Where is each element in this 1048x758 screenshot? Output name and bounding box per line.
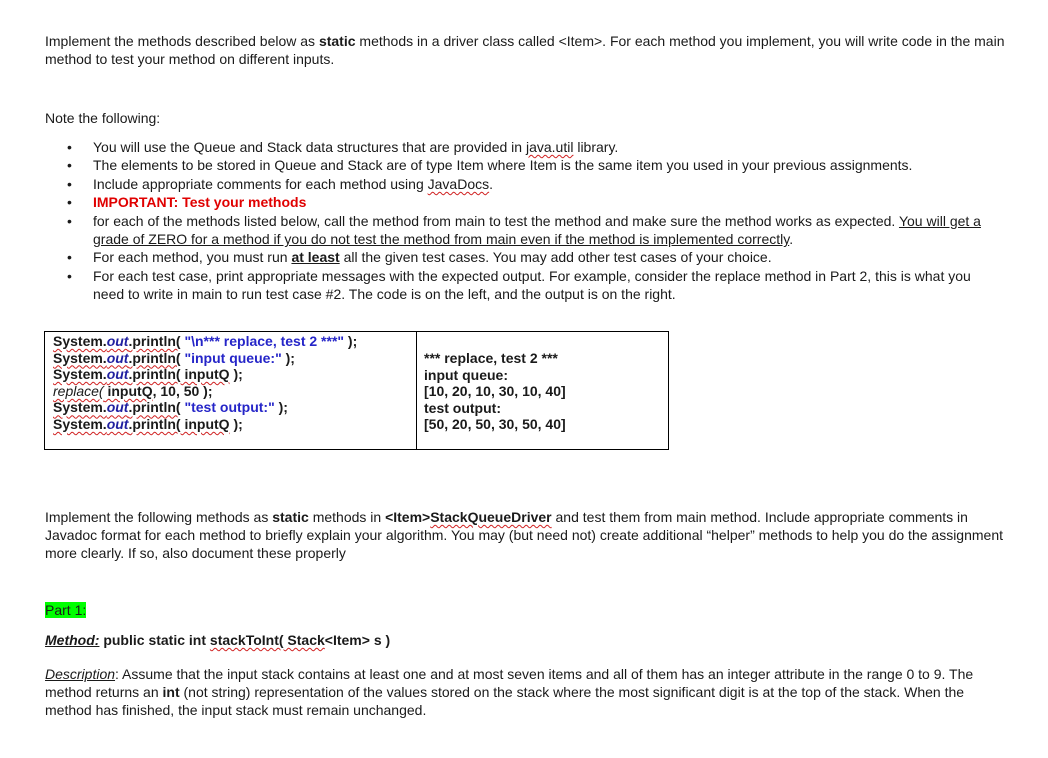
method-text: public static int — [99, 632, 210, 648]
note-text: all the given test cases. You may add other test cases of your choice. — [339, 249, 772, 266]
output-line: [10, 20, 10, 30, 10, 40] — [424, 383, 566, 400]
code-token: ); — [281, 349, 295, 366]
note-heading: Note the following: — [45, 110, 161, 126]
description-bold: int — [162, 684, 180, 700]
code-token: System. — [53, 366, 107, 383]
list-item — [45, 248, 1005, 266]
description-label: Description — [45, 666, 116, 682]
intro-text-end: methods in a driver class called <Item>. For each method you implement, you will write code in the main method to test your method on different inputs. — [45, 33, 1005, 67]
bullet-icon: • — [67, 212, 72, 229]
description-text: (not string) representation of the values stored on the stack where the most significant digit is at the top of the stack. When the method has finished, the input stack must remain unchanged. — [45, 684, 965, 718]
code-token: out — [106, 399, 129, 416]
output-line: *** replace, test 2 *** — [424, 350, 558, 366]
notes-list — [45, 138, 1005, 304]
bullet-icon: • — [67, 157, 72, 174]
output-line: [50, 20, 50, 30, 50, 40] — [424, 416, 566, 433]
bullet-icon: • — [67, 267, 72, 284]
code-token: inputQ — [180, 366, 230, 383]
implement-text: and test them from main method. Include appropriate comments in Javadoc format for each method to briefly explain your algorithm. You may (but need not) create additional “helper” methods to help you do the assignment more clearly. If so, also document these properly — [45, 509, 1003, 561]
method-signature — [45, 631, 1005, 649]
code-string: "test output:" — [180, 399, 275, 416]
code-token: System. — [53, 333, 107, 349]
list-item — [45, 156, 1005, 174]
code-line — [45, 366, 416, 383]
note-text: . — [789, 231, 794, 248]
code-token: ); — [229, 415, 243, 432]
code-token: ); — [344, 333, 358, 349]
code-string: "\n*** replace, test 2 ***" — [180, 333, 345, 349]
code-line — [45, 350, 416, 367]
code-line — [45, 416, 416, 433]
note-lib: java.util — [525, 139, 574, 155]
note-javadocs: JavaDocs — [427, 175, 490, 192]
list-item — [45, 175, 1005, 193]
intro-bold: static — [318, 33, 356, 49]
important-note: IMPORTANT: Test your methods — [93, 194, 307, 211]
bullet-icon: • — [67, 194, 72, 211]
code-line — [45, 333, 416, 350]
implement-text: methods in — [308, 509, 386, 525]
output-line: test output: — [424, 399, 501, 416]
code-token: System. — [53, 349, 107, 366]
code-token: System. — [53, 415, 107, 432]
method-text: <Item> s ) — [324, 632, 391, 648]
implement-text: Implement the following methods as — [45, 509, 273, 525]
driver-class-name: StackQueueDriver — [430, 509, 552, 525]
code-token: out — [106, 415, 129, 432]
bullet-icon: • — [67, 139, 72, 155]
code-token: .println( — [128, 415, 181, 432]
description-text: : Assume that the input stack contains at least one and at most seven items and all of them has an integer attribute in the range 0 to 9. The method returns an — [45, 666, 974, 700]
method-label: Method: — [45, 632, 100, 648]
output-cell — [417, 332, 669, 450]
method-name: stackToInt( — [209, 632, 284, 648]
code-token: .println( — [128, 399, 181, 416]
code-token: .println( — [128, 366, 181, 383]
note-text: For each method, you must run — [93, 249, 292, 266]
code-token: inputQ — [180, 415, 230, 432]
method-param-type: Stack — [283, 632, 325, 648]
note-text: for each of the methods listed below, call the method from main to test the method and make sure the method works as expected. — [93, 212, 899, 229]
description-paragraph — [45, 665, 1005, 719]
code-token: out — [106, 366, 129, 383]
bullet-icon: • — [67, 175, 72, 192]
code-token: inputQ — [103, 382, 153, 399]
list-item — [45, 193, 1005, 211]
code-token: .println( — [128, 333, 181, 349]
list-item — [45, 267, 1005, 304]
code-token: ); — [229, 366, 243, 383]
code-token: out — [106, 349, 129, 366]
note-underline: You will get a grade of ZERO for a method if you do not test the method from main even if the method is implemented correctly — [93, 212, 981, 248]
code-cell — [45, 332, 417, 450]
implement-bold: static — [272, 509, 309, 525]
note-text: library. — [573, 139, 619, 155]
part-label: Part 1: — [45, 602, 87, 618]
note-text: Include appropriate comments for each method using — [93, 175, 428, 192]
list-item — [45, 212, 1005, 249]
code-token: , 10, 50 ); — [152, 382, 213, 399]
code-token: System. — [53, 399, 107, 416]
note-text: The elements to be stored in Queue and Stack are of type Item where Item is the same item you used in your previous assignments. — [93, 157, 913, 174]
note-at-least: at least — [291, 249, 340, 266]
intro-text: Implement the methods described below as — [45, 33, 319, 49]
code-token: .println( — [128, 349, 181, 366]
code-line — [45, 399, 416, 416]
note-text: . — [489, 175, 493, 192]
bullet-icon: • — [67, 249, 72, 266]
note-text: You will use the Queue and Stack data structures that are provided in — [93, 139, 526, 155]
code-line — [45, 383, 416, 400]
code-token: out — [106, 333, 129, 349]
code-string: "input queue:" — [180, 349, 282, 366]
part-heading — [45, 601, 1005, 619]
code-token: ); — [274, 399, 288, 416]
note-text: For each test case, print appropriate messages with the expected output. For example, consider the replace method in Part 2, this is what you need to write in main to run test case #2. The code is on the left, and the output is on the right. — [93, 267, 971, 303]
implement-bold: <Item> — [385, 509, 431, 525]
code-example-table — [44, 331, 669, 450]
output-line: input queue: — [424, 366, 508, 383]
implement-paragraph — [45, 508, 1005, 562]
code-token: replace( — [53, 382, 104, 399]
list-item — [45, 138, 1005, 156]
intro-paragraph — [45, 32, 1005, 68]
